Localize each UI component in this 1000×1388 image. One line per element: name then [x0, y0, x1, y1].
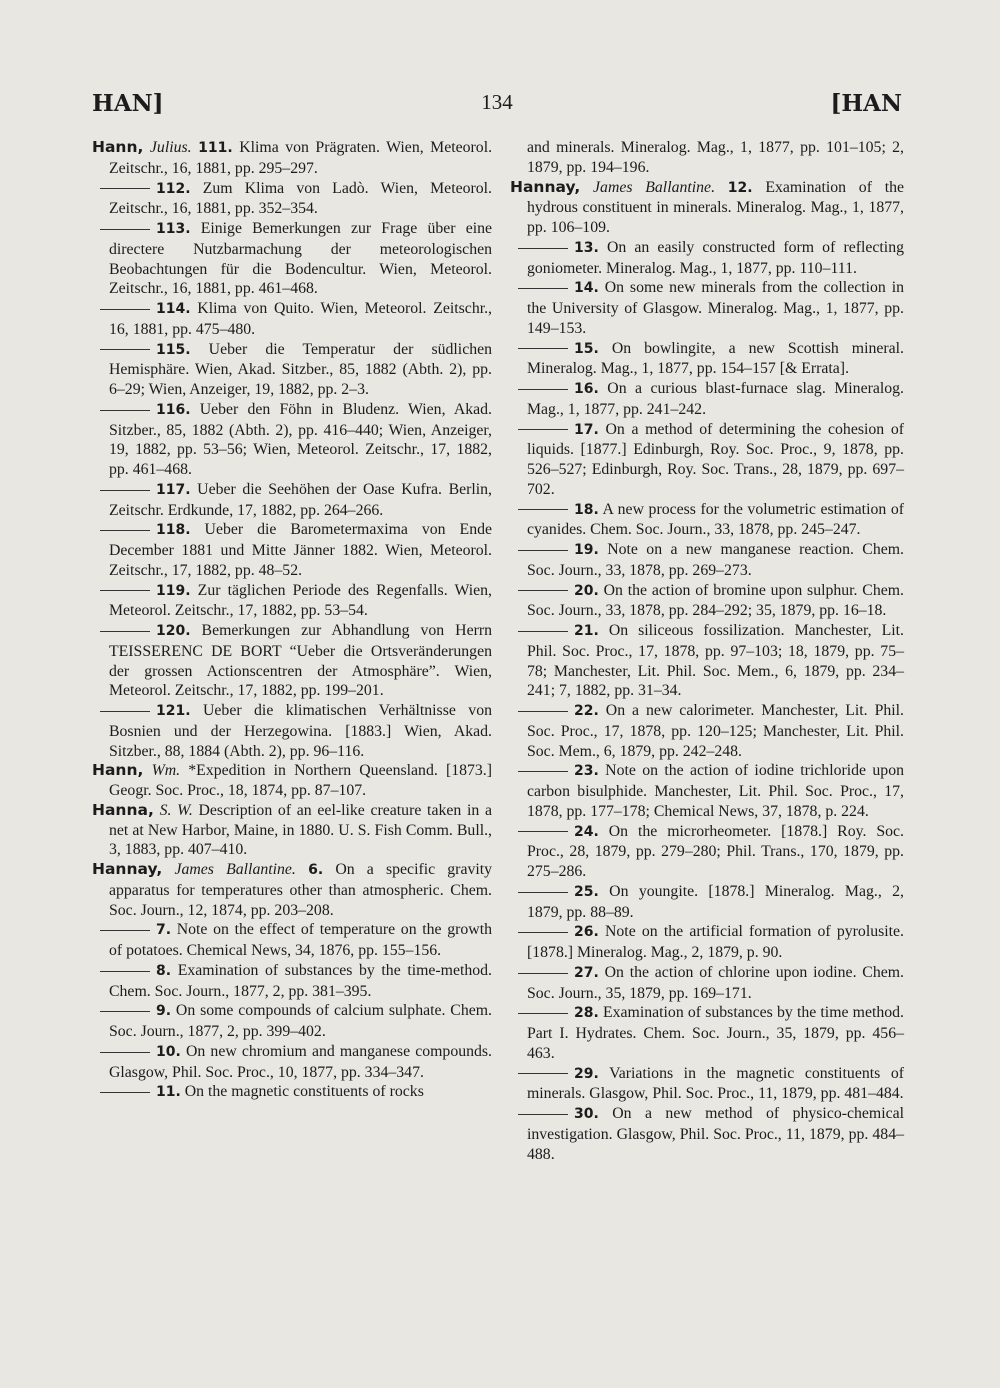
ditto-dash — [100, 229, 150, 230]
ditto-dash — [100, 530, 150, 531]
entry-number: 20. — [574, 582, 599, 599]
entry-number: 23. — [574, 763, 599, 780]
entry-text: Note on the action of iodine trichloride upon carbon bisulphide. Manchester, Lit. Phil. Soc. Proc., 17, 1878, pp. 177–178; Chemical News, 37, 1878, p. 224. — [527, 762, 904, 820]
bibliography-entry — [510, 701, 904, 761]
author-name: Hann, — [92, 138, 144, 156]
ditto-dash — [518, 1114, 568, 1115]
entry-number: 113. — [156, 221, 191, 237]
entry-number: 112. — [156, 180, 191, 197]
author-name: Hann, — [92, 761, 144, 780]
bibliography-entry — [510, 379, 904, 420]
ditto-dash — [518, 389, 568, 390]
entry-text: *Expedition in Northern Queensland. [1873.] Geogr. Soc. Proc., 18, 1874, pp. 87–107. — [109, 762, 493, 799]
bibliography-entry — [510, 963, 904, 1004]
entry-text: On an easily constructed form of reflecting goniometer. Mineralog. Mag., 1, 1877, pp. 110–111. — [527, 238, 904, 277]
author-first-name: James Ballantine. — [593, 178, 716, 196]
entry-number: 22. — [574, 703, 599, 719]
bibliography-entry — [92, 520, 492, 580]
bibliography-entry — [92, 1042, 492, 1083]
ditto-dash — [100, 930, 150, 931]
ditto-dash — [518, 831, 568, 832]
entry-number: 117. — [156, 481, 191, 498]
entry-text: Note on the effect of temperature on the growth of potatoes. Chemical News, 34, 1876, pp. 155–156. — [109, 921, 492, 959]
ditto-dash — [100, 1052, 150, 1053]
ditto-dash — [518, 288, 568, 289]
ditto-dash — [100, 188, 150, 189]
entry-number: 17. — [574, 421, 599, 438]
entry-text: Klima von Prägraten. Wien, Meteorol. Zeitschr., 16, 1881, pp. 295–297. — [109, 139, 493, 177]
ditto-dash — [518, 348, 568, 349]
entry-text: and minerals. Mineralog. Mag., 1, 1877, pp. 101–105; 2, 1879, pp. 194–196. — [527, 139, 904, 176]
entry-text: On the magnetic constituents of rocks — [184, 1083, 424, 1101]
entry-text: Klima von Quito. Wien, Meteorol. Zeitschr., 16, 1881, pp. 475–480. — [109, 300, 493, 338]
entry-number: 14. — [574, 280, 599, 297]
entry-text: Zum Klima von Ladò. Wien, Meteorol. Zeitschr., 16, 1881, pp. 352–354. — [109, 179, 492, 218]
ditto-dash — [518, 711, 568, 712]
bibliography-entry — [510, 278, 904, 338]
running-head-left: HAN] — [92, 90, 164, 117]
entry-text: Einige Bemerkungen zur Frage über eine directere Nutzbarmachung der meteorologischen Beobachtungen für die Bodencultur. Wien, Meteorol. Zeitschr., 16, 1881, pp. 461–468. — [109, 220, 493, 298]
entry-number: 6. — [308, 862, 324, 878]
bibliography-entry — [92, 400, 492, 480]
entry-text: Examination of the hydrous constituent in minerals. Mineralog. Mag., 1, 1877, pp. 106–109. — [527, 178, 904, 236]
entry-text: Ueber die Temperatur der südlichen Hemisphäre. Wien, Akad. Sitzber., 85, 1882 (Abth. 2), pp. 6–29; Wien, Anzeiger, 19, 1882, pp. 2–3. — [109, 340, 493, 398]
entry-text: On some new minerals from the collection in the University of Glasgow. Mineralog. Mag., 1, 1877, pp. 149–153. — [527, 279, 904, 337]
entry-text: On the action of chlorine upon iodine. Chem. Soc. Journ., 35, 1879, pp. 169–171. — [527, 963, 904, 1002]
entry-text: On some compounds of calcium sulphate. Chem. Soc. Journ., 1877, 2, pp. 399–402. — [109, 1002, 492, 1040]
entry-number: 19. — [574, 542, 599, 558]
entry-text: Bemerkungen zur Abhandlung von Herrn TEISSERENC DE BORT “Ueber die Ortsveränderungen der grossen Actionscentren der Atmosphäre”. Wien, Meteorol. Zeitschr., 17, 1882, pp. 199–201. — [109, 622, 492, 700]
entry-text: On the microrheometer. [1878.] Roy. Soc. Proc., 28, 1879, pp. 279–280; Phil. Trans., 170, 1879, pp. 275–286. — [527, 822, 904, 880]
entry-text: On a curious blast-furnace slag. Mineralog. Mag., 1, 1877, pp. 241–242. — [527, 380, 904, 418]
left-column — [92, 138, 492, 1103]
ditto-dash — [518, 509, 568, 510]
bibliography-entry — [510, 500, 904, 541]
entry-number: 18. — [574, 501, 599, 518]
entry-number: 9. — [156, 1003, 172, 1020]
ditto-dash — [100, 349, 150, 350]
bibliography-entry — [92, 299, 492, 340]
bibliography-entry — [510, 540, 904, 581]
ditto-dash — [518, 771, 568, 772]
entry-number: 30. — [574, 1106, 599, 1122]
entry-text: Zur täglichen Periode des Regenfalls. Wien, Meteorol. Zeitschr., 17, 1882, pp. 53–54. — [109, 581, 492, 620]
ditto-dash — [518, 973, 568, 974]
author-name: Hanna, — [92, 800, 154, 819]
ditto-dash — [100, 1011, 150, 1012]
entry-text: On a specific gravity apparatus for temperatures other than atmospheric. Chem. Soc. Journ., 12, 1874, pp. 203–208. — [109, 861, 493, 919]
entry-text: On the action of bromine upon sulphur. Chem. Soc. Journ., 33, 1878, pp. 284–292; 35, 1879, pp. 16–18. — [527, 581, 904, 620]
bibliography-entry — [92, 701, 492, 761]
right-column — [510, 138, 904, 1164]
bibliography-entry — [510, 1003, 904, 1063]
entry-number: 10. — [156, 1043, 181, 1060]
entry-number: 29. — [574, 1065, 599, 1082]
author-first-name: S. W. — [159, 801, 193, 819]
entry-text: Examination of substances by the time method. Part I. Hydrates. Chem. Soc. Journ., 35, 1879, pp. 456–463. — [527, 1004, 905, 1062]
bibliography-entry — [510, 621, 904, 701]
page-number: 134 — [481, 90, 513, 114]
bibliography-entry — [92, 621, 492, 701]
ditto-dash — [100, 631, 150, 632]
entry-number: 111. — [198, 140, 233, 156]
ditto-dash — [100, 1092, 150, 1093]
running-head-right: [HAN — [830, 90, 902, 117]
bibliography-entry — [510, 339, 904, 380]
page-header — [92, 90, 902, 120]
bibliography-entry — [510, 1104, 904, 1164]
bibliography-entry — [92, 581, 492, 622]
ditto-dash — [518, 1073, 568, 1074]
bibliography-entry — [92, 219, 492, 299]
entry-text: On a new calorimeter. Manchester, Lit. Phil. Soc. Proc., 17, 1878, pp. 120–125; Manchester, Lit. Phil. Soc. Mem., 6, 1879, pp. 242–248. — [527, 702, 904, 760]
entry-number: 21. — [574, 623, 599, 639]
entry-number: 115. — [156, 341, 191, 358]
entry-text: On a new method of physico-chemical investigation. Glasgow, Phil. Soc. Proc., 11, 1879, pp. 484–488. — [527, 1105, 904, 1163]
ditto-dash — [518, 248, 568, 249]
entry-number: 24. — [574, 823, 599, 840]
entry-number: 12. — [727, 179, 753, 196]
bibliography-entry — [92, 1001, 492, 1042]
author-name: Hannay, — [92, 860, 163, 878]
bibliography-entry — [510, 882, 904, 923]
entry-text: Variations in the magnetic constituents of minerals. Glasgow, Phil. Soc. Proc., 11, 1879, pp. 481–484. — [527, 1064, 904, 1103]
entry-text: On youngite. [1878.] Mineralog. Mag., 2, 1879, pp. 88–89. — [527, 882, 904, 921]
entry-text: On new chromium and manganese compounds. Glasgow, Phil. Soc. Proc., 10, 1877, pp. 334–347. — [109, 1042, 493, 1081]
entry-number: 118. — [156, 522, 191, 539]
bibliography-entry — [92, 801, 492, 860]
entry-number: 8. — [156, 962, 172, 979]
entry-text: Ueber die klimatischen Verhältnisse von Bosnien und der Herzegowina. [1883.] Wien, Akad. Sitzber., 88, 1884 (Abth. 2), pp. 96–116. — [109, 702, 493, 760]
entry-number: 27. — [574, 964, 599, 981]
entry-text: Note on a new manganese reaction. Chem. Soc. Journ., 33, 1878, pp. 269–273. — [527, 541, 904, 579]
bibliography-entry — [92, 1082, 492, 1103]
bibliography-entry — [510, 238, 904, 279]
entry-number: 11. — [156, 1084, 181, 1101]
author-name: Hannay, — [510, 177, 581, 196]
entry-text: Ueber die Seehöhen der Oase Kufra. Berlin, Zeitschr. Erdkunde, 17, 1882, pp. 264–266. — [109, 480, 493, 519]
entry-number: 28. — [574, 1005, 599, 1022]
bibliography-entry — [510, 420, 904, 500]
bibliography-entry — [92, 920, 492, 961]
bibliography-entry — [92, 961, 492, 1002]
entry-text: Description of an eel-like creature taken in a net at New Harbor, Maine, in 1880. U. S. Fish Comm. Bull., 3, 1883, pp. 407–410. — [109, 801, 492, 859]
author-first-name: Julius. — [149, 139, 192, 156]
ditto-dash — [100, 410, 150, 411]
bibliography-entry — [510, 922, 904, 963]
ditto-dash — [100, 590, 150, 591]
entry-text: Ueber den Föhn in Bludenz. Wien, Akad. Sitzber., 85, 1882 (Abth. 2), pp. 416–440; Wien, Anzeiger, 19, 1882, pp. 53–56; Wien, Meteorol. Zeitschr., 17, 1882, pp. 461–468. — [109, 400, 492, 478]
ditto-dash — [518, 932, 568, 933]
bibliography-entry — [510, 581, 904, 622]
ditto-dash — [518, 631, 568, 632]
entry-number: 120. — [156, 623, 191, 639]
ditto-dash — [100, 490, 150, 491]
ditto-dash — [100, 971, 150, 972]
entry-number: 26. — [574, 924, 599, 941]
entry-number: 116. — [156, 401, 191, 418]
entry-number: 7. — [156, 922, 172, 939]
entry-text: Note on the artificial formation of pyrolusite. [1878.] Mineralog. Mag., 2, 1879, p. 90. — [527, 923, 904, 961]
ditto-dash — [518, 892, 568, 893]
author-first-name: James Ballantine. — [174, 861, 296, 878]
entry-text: Examination of substances by the time-method. Chem. Soc. Journ., 1877, 2, pp. 381–395. — [109, 961, 492, 1000]
bibliography-entry — [92, 340, 492, 400]
entry-number: 16. — [574, 381, 599, 397]
ditto-dash — [100, 711, 150, 712]
entry-text: On a method of determining the cohesion of liquids. [1877.] Edinburgh, Roy. Soc. Proc., 9, 1878, pp. 526–527; Edinburgh, Roy. Soc. Trans., 28, 1879, pp. 697–702. — [527, 420, 904, 498]
bibliography-entry — [510, 761, 904, 821]
entry-text: On siliceous fossilization. Manchester, Lit. Phil. Soc. Proc., 17, 1878, pp. 97–103; 18, 1879, pp. 75–78; Manchester, Lit. Phil. Soc. Mem., 6, 1879, pp. 234–241; 7, 1882, pp. 31–34. — [527, 622, 904, 700]
entry-number: 114. — [156, 301, 191, 317]
author-first-name: Wm. — [151, 762, 181, 780]
entry-text: Ueber die Barometermaxima von Ende December 1881 und Mitte Jänner 1882. Wien, Meteorol. Zeitschr., 17, 1882, pp. 48–52. — [109, 521, 493, 579]
ditto-dash — [518, 429, 568, 430]
bibliography-entry — [510, 1064, 904, 1105]
entry-number: 15. — [574, 340, 599, 357]
bibliography-entry — [92, 179, 492, 220]
entry-number: 13. — [574, 239, 599, 256]
entry-number: 119. — [156, 582, 191, 599]
bibliography-entry — [510, 178, 904, 238]
entry-number: 25. — [574, 883, 599, 900]
entry-text: On bowlingite, a new Scottish mineral. Mineralog. Mag., 1, 1877, pp. 154–157 [& Errata]. — [527, 339, 904, 378]
bibliography-entry — [92, 138, 492, 179]
ditto-dash — [100, 309, 150, 310]
bibliography-entry — [510, 822, 904, 882]
ditto-dash — [518, 550, 568, 551]
bibliography-entry — [92, 480, 492, 521]
entry-number: 121. — [156, 703, 191, 719]
bibliography-entry — [92, 761, 492, 801]
bibliography-entry — [510, 138, 904, 178]
ditto-dash — [518, 590, 568, 591]
entry-text: A new process for the volumetric estimation of cyanides. Chem. Soc. Journ., 33, 1878, pp. 245–247. — [527, 500, 904, 539]
bibliography-entry — [92, 860, 492, 920]
ditto-dash — [518, 1013, 568, 1014]
